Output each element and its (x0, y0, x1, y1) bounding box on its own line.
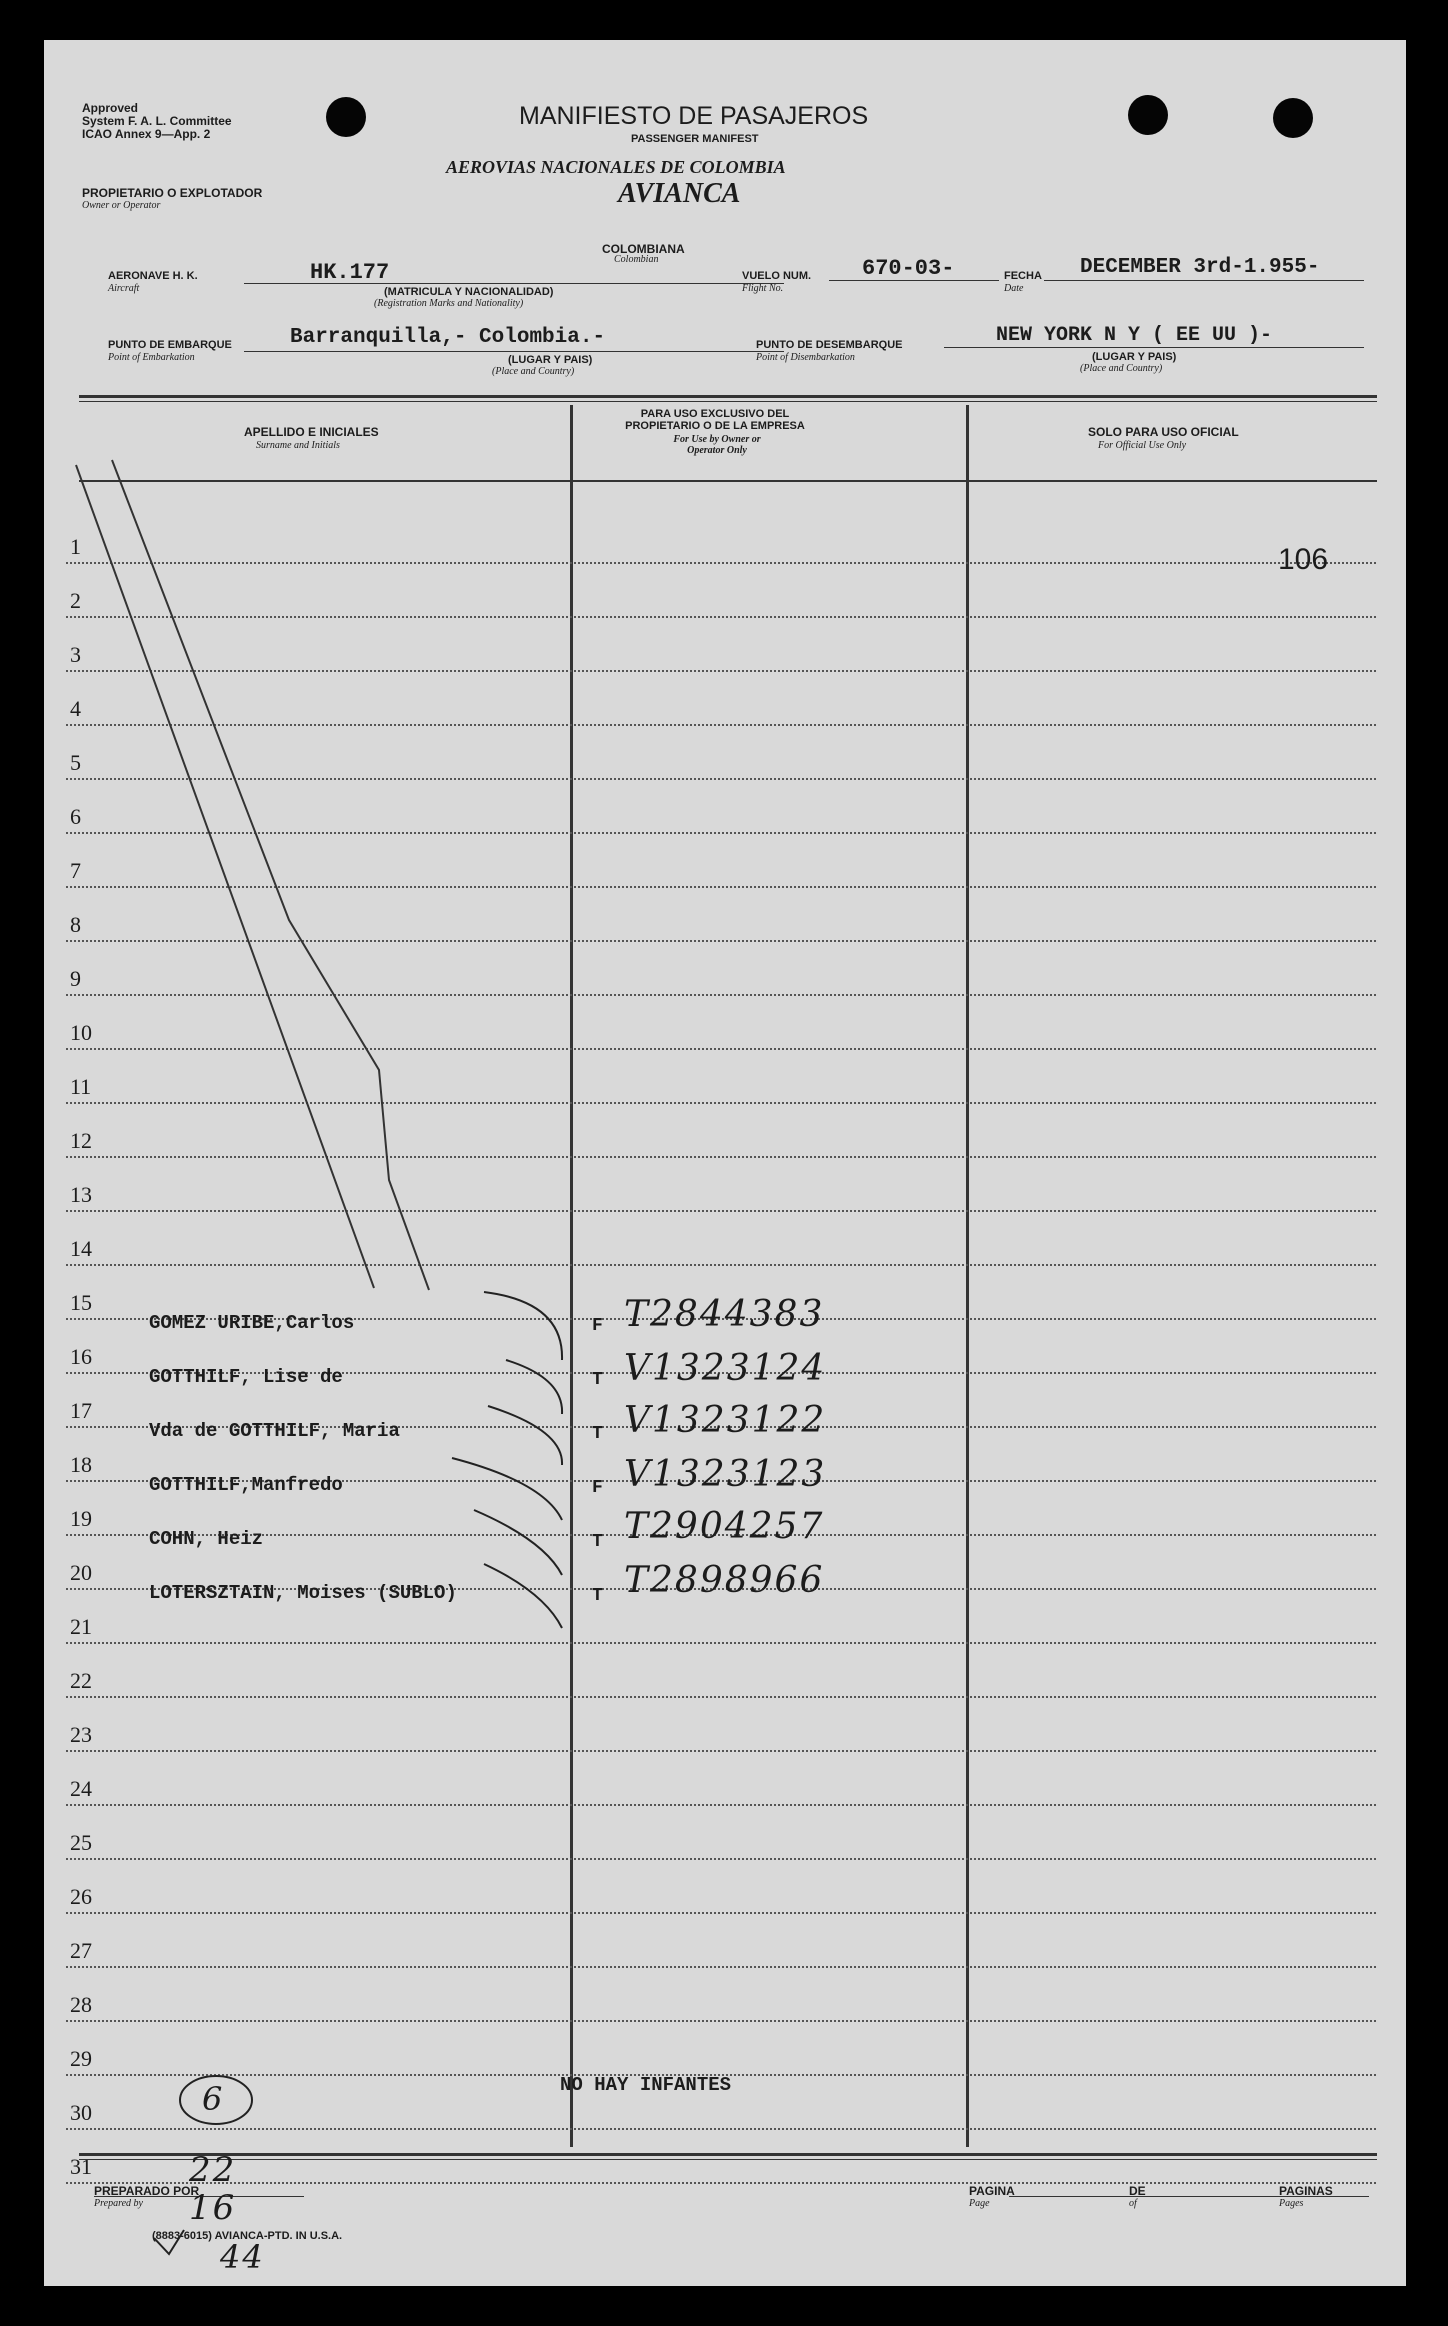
approval-line: Approved (82, 101, 139, 115)
check-mark (506, 1360, 562, 1414)
disembark-place-label-en: (Place and Country) (1080, 363, 1163, 374)
row-number: 3 (70, 642, 81, 667)
check-mark (488, 1406, 562, 1465)
row-number: 8 (70, 912, 81, 937)
row-number: 7 (70, 858, 81, 883)
disembark-label: PUNTO DE DESEMBARQUE (756, 339, 903, 351)
passenger-code: T (592, 1532, 603, 1552)
check-mark (452, 1458, 562, 1520)
passport-number: V1323124 (624, 1348, 827, 1389)
date-value: DECEMBER 3rd-1.955- (1080, 256, 1320, 279)
owner-label-en: Owner or Operator (82, 200, 161, 211)
passport-number: T2898966 (624, 1560, 825, 1601)
passenger-code: T (592, 1586, 603, 1606)
row-number: 10 (70, 1020, 92, 1045)
row-number: 1 (70, 534, 81, 559)
row-number: 4 (70, 696, 81, 721)
row-number: 20 (70, 1560, 92, 1585)
row-number: 28 (70, 1992, 92, 2017)
column-name-header: APELLIDO E INICIALES (244, 425, 379, 439)
hand-mark: 22 (189, 2150, 237, 2190)
pages-label-en: Pages (1279, 2198, 1304, 2209)
row-number: 9 (70, 966, 81, 991)
cancel-line (112, 460, 429, 1290)
of-label: DE (1129, 2184, 1146, 2198)
approval-line: System F. A. L. Committee (82, 114, 232, 128)
column-official-header-en: For Official Use Only (1098, 440, 1187, 451)
row-number: 25 (70, 1830, 92, 1855)
prepared-label-en: Prepared by (94, 2198, 143, 2209)
column-owner-header: PARA USO EXCLUSIVO DEL PROPIETARIO O DE LA EMPRESA (625, 408, 805, 432)
owner-label: PROPIETARIO O EXPLOTADOR (82, 186, 263, 200)
passenger-name: COHN, Heiz (149, 1528, 264, 1550)
embark-label-en: Point of Embarkation (108, 352, 195, 363)
hand-stroke (154, 2230, 184, 2254)
passport-number: V1323123 (624, 1454, 827, 1495)
infants-note: NO HAY INFANTES (560, 2074, 732, 2096)
flight-value: 670-03- (862, 256, 955, 281)
row-number: 11 (70, 1074, 92, 1099)
row-number: 16 (70, 1344, 92, 1369)
approval-line: ICAO Annex 9—App. 2 (82, 127, 211, 141)
manifest-page (44, 40, 1406, 2286)
row-number: 27 (70, 1938, 92, 1963)
row-number: 29 (70, 2046, 92, 2071)
registration-label-en: (Registration Marks and Nationality) (374, 298, 524, 309)
passenger-code: T (592, 1370, 603, 1390)
page-title-en: PASSENGER MANIFEST (631, 133, 759, 145)
column-official-header: SOLO PARA USO OFICIAL (1088, 425, 1239, 439)
embark-label: PUNTO DE EMBARQUE (108, 339, 232, 351)
pen-marks (44, 40, 1406, 2286)
row-number: 21 (70, 1614, 92, 1639)
row-number: 31 (70, 2154, 92, 2179)
aircraft-label-en: Aircraft (108, 283, 140, 294)
check-mark (484, 1292, 562, 1360)
hand-mark: 16 (189, 2188, 237, 2228)
embark-value: Barranquilla,- Colombia.- (290, 326, 606, 349)
date-label-en: Date (1004, 283, 1024, 294)
hand-mark: 6 (202, 2080, 225, 2118)
passenger-name: GOMEZ URIBE,Carlos (149, 1312, 355, 1334)
passport-number: T2844383 (624, 1294, 825, 1335)
row-number: 18 (70, 1452, 92, 1477)
of-label-en: of (1129, 2198, 1137, 2209)
pages-label: PAGINAS (1279, 2184, 1333, 2198)
embark-place-label: (LUGAR Y PAIS) (508, 354, 593, 366)
prepared-label: PREPARADO POR (94, 2184, 200, 2198)
passport-number: T2904257 (624, 1506, 825, 1547)
passenger-name: Vda de GOTTHILF, Maria (149, 1420, 400, 1442)
disembark-place-label: (LUGAR Y PAIS) (1092, 351, 1177, 363)
page-label: PAGINA (969, 2184, 1015, 2198)
passenger-name: GOTTHILF,Manfredo (149, 1474, 343, 1496)
page-label-en: Page (969, 2198, 990, 2209)
registration-label: (MATRICULA Y NACIONALIDAD) (384, 286, 554, 298)
nationality-label: COLOMBIANA (602, 242, 685, 256)
row-number: 13 (70, 1182, 92, 1207)
passport-number: V1323122 (624, 1400, 827, 1441)
passenger-code: F (592, 1316, 603, 1336)
row-number: 26 (70, 1884, 92, 1909)
column-owner-header-en: For Use by Owner or Operator Only (673, 434, 761, 456)
passenger-name: LOTERSZTAIN, Moises (SUBLO) (149, 1582, 457, 1604)
page-number-stamp: 106 (1278, 543, 1329, 576)
check-mark (484, 1564, 562, 1628)
date-label: FECHA (1004, 270, 1042, 282)
hand-mark: 44 (220, 2238, 265, 2276)
airline-name: AEROVIAS NACIONALES DE COLOMBIA (446, 157, 786, 177)
airline-brand: AVIANCA (618, 178, 741, 209)
row-number: 12 (70, 1128, 92, 1153)
row-number: 5 (70, 750, 81, 775)
aircraft-value: HK.177 (310, 260, 390, 285)
passenger-code: T (592, 1424, 603, 1444)
row-number: 2 (70, 588, 81, 613)
row-number: 6 (70, 804, 81, 829)
cancel-line (76, 465, 374, 1288)
row-number: 22 (70, 1668, 92, 1693)
row-number: 23 (70, 1722, 92, 1747)
passenger-name: GOTTHILF, Lise de (149, 1366, 343, 1388)
row-number: 19 (70, 1506, 92, 1531)
passenger-code: F (592, 1478, 603, 1498)
row-number: 15 (70, 1290, 92, 1315)
row-number: 14 (70, 1236, 92, 1261)
flight-label: VUELO NUM. (742, 270, 812, 282)
embark-place-label-en: (Place and Country) (492, 366, 575, 377)
flight-label-en: Flight No. (742, 283, 784, 294)
disembark-label-en: Point of Disembarkation (756, 352, 855, 363)
column-name-header-en: Surname and Initials (256, 440, 340, 451)
row-number: 17 (70, 1398, 92, 1423)
circle-mark (180, 2076, 252, 2124)
page-title: MANIFIESTO DE PASAJEROS (519, 102, 869, 130)
row-number: 24 (70, 1776, 92, 1801)
nationality-label-en: Colombian (614, 254, 659, 265)
print-info: (8883-6015) AVIANCA-PTD. IN U.S.A. (152, 2230, 343, 2242)
disembark-value: NEW YORK N Y ( EE UU )- (996, 324, 1273, 347)
aircraft-label: AERONAVE H. K. (108, 270, 198, 282)
row-number: 30 (70, 2100, 92, 2125)
